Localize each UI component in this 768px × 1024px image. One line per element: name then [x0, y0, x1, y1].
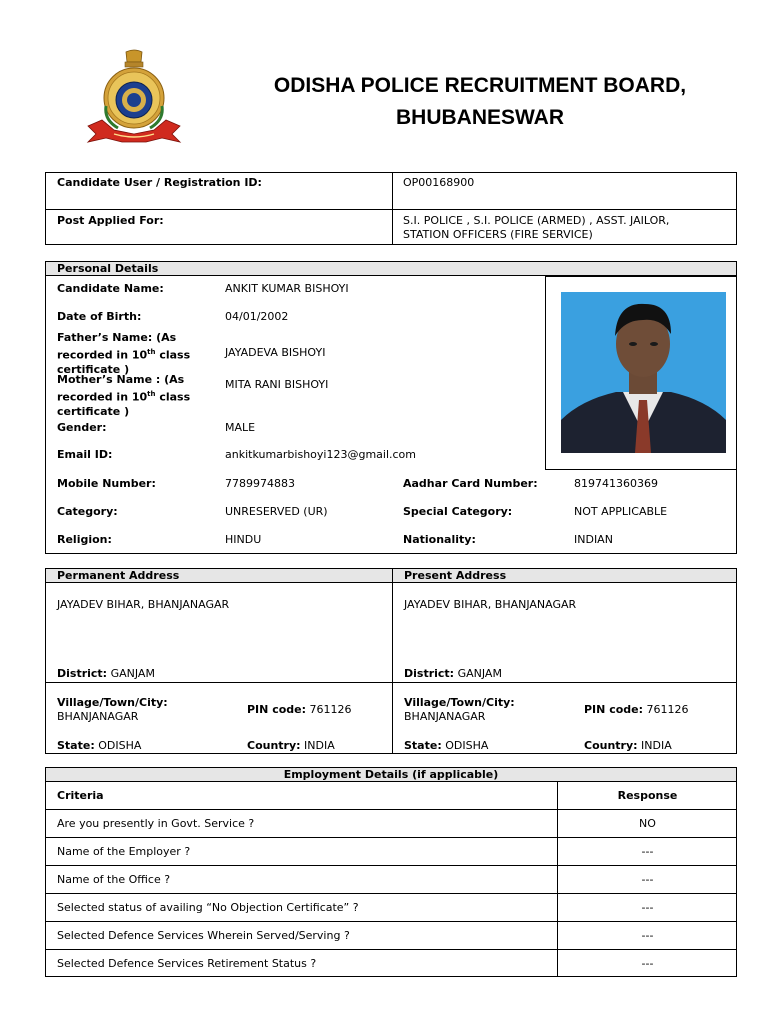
mobile-label: Mobile Number:	[57, 477, 156, 490]
present-village-value: BHANJANAGAR	[404, 710, 486, 723]
registration-id-value: OP00168900	[403, 176, 475, 189]
table-row-criteria: Selected status of availing “No Objection Certificate” ?	[57, 901, 359, 914]
permanent-village-label: Village/Town/City:	[57, 696, 168, 709]
permanent-address-heading: Permanent Address	[46, 569, 392, 583]
page-title: ODISHA POLICE RECRUITMENT BOARD,	[273, 74, 687, 97]
mother-name-value: MITA RANI BISHOYI	[225, 378, 329, 391]
permanent-address-line: JAYADEV BIHAR, BHANJANAGAR	[57, 598, 230, 611]
table-row-criteria: Selected Defence Services Wherein Served/Serving ?	[57, 929, 350, 942]
post-applied-value-2: STATION OFFICERS (FIRE SERVICE)	[403, 228, 593, 241]
present-village-label: Village/Town/City:	[404, 696, 515, 709]
category-label: Category:	[57, 505, 118, 518]
candidate-name-value: ANKIT KUMAR BISHOYI	[225, 282, 349, 295]
police-emblem-logo	[84, 48, 184, 148]
table-row-response: ---	[641, 873, 654, 886]
dob-value: 04/01/2002	[225, 310, 289, 323]
father-name-value: JAYADEVA BISHOYI	[225, 346, 326, 359]
candidate-name-label: Candidate Name:	[57, 282, 164, 295]
category-value: UNRESERVED (UR)	[225, 505, 328, 518]
mother-name-label: Mother’s Name : (As recorded in 10th class certificate )	[57, 373, 191, 418]
special-category-label: Special Category:	[403, 505, 513, 518]
page-subtitle: BHUBANESWAR	[396, 106, 564, 129]
table-row-response: ---	[641, 957, 654, 970]
personal-details-heading: Personal Details	[46, 262, 736, 276]
response-column-header: Response	[617, 789, 678, 802]
employment-heading: Employment Details (if applicable)	[46, 768, 736, 782]
gender-value: MALE	[225, 421, 256, 434]
permanent-district: District: GANJAM	[57, 667, 155, 680]
present-district: District: GANJAM	[404, 667, 502, 680]
email-value: ankitkumarbishoyi123@gmail.com	[225, 448, 417, 461]
table-row-criteria: Name of the Office ?	[57, 873, 171, 886]
gender-label: Gender:	[57, 421, 107, 434]
special-category-value: NOT APPLICABLE	[574, 505, 668, 518]
candidate-photo	[561, 292, 726, 453]
registration-id-label: Candidate User / Registration ID:	[57, 176, 262, 189]
table-row-response: ---	[641, 845, 654, 858]
nationality-label: Nationality:	[403, 533, 476, 546]
dob-label: Date of Birth:	[57, 310, 142, 323]
permanent-country: Country: INDIA	[247, 739, 335, 752]
religion-value: HINDU	[225, 533, 262, 546]
mobile-value: 7789974883	[225, 477, 295, 490]
present-country: Country: INDIA	[584, 739, 672, 752]
table-row-response: NO	[639, 817, 656, 830]
table-row-criteria: Selected Defence Services Retirement Status ?	[57, 957, 317, 970]
present-address-line: JAYADEV BIHAR, BHANJANAGAR	[404, 598, 577, 611]
permanent-village-value: BHANJANAGAR	[57, 710, 139, 723]
table-row-response: ---	[641, 901, 654, 914]
table-row-criteria: Are you presently in Govt. Service ?	[57, 817, 255, 830]
permanent-pin: PIN code: 761126	[247, 703, 352, 716]
religion-label: Religion:	[57, 533, 112, 546]
table-row-criteria: Name of the Employer ?	[57, 845, 191, 858]
aadhar-value: 819741360369	[574, 477, 658, 490]
permanent-state: State: ODISHA	[57, 739, 142, 752]
aadhar-label: Aadhar Card Number:	[403, 477, 538, 490]
criteria-column-header: Criteria	[57, 789, 104, 802]
post-applied-label: Post Applied For:	[57, 214, 164, 227]
post-applied-value-1: S.I. POLICE , S.I. POLICE (ARMED) , ASST. JAILOR,	[403, 214, 670, 227]
nationality-value: INDIAN	[574, 533, 613, 546]
present-address-heading: Present Address	[393, 569, 736, 583]
email-label: Email ID:	[57, 448, 113, 461]
father-name-label: Father’s Name: (As recorded in 10th class certificate )	[57, 331, 191, 376]
address-section	[45, 568, 737, 754]
present-state: State: ODISHA	[404, 739, 489, 752]
table-row-response: ---	[641, 929, 654, 942]
present-pin: PIN code: 761126	[584, 703, 689, 716]
